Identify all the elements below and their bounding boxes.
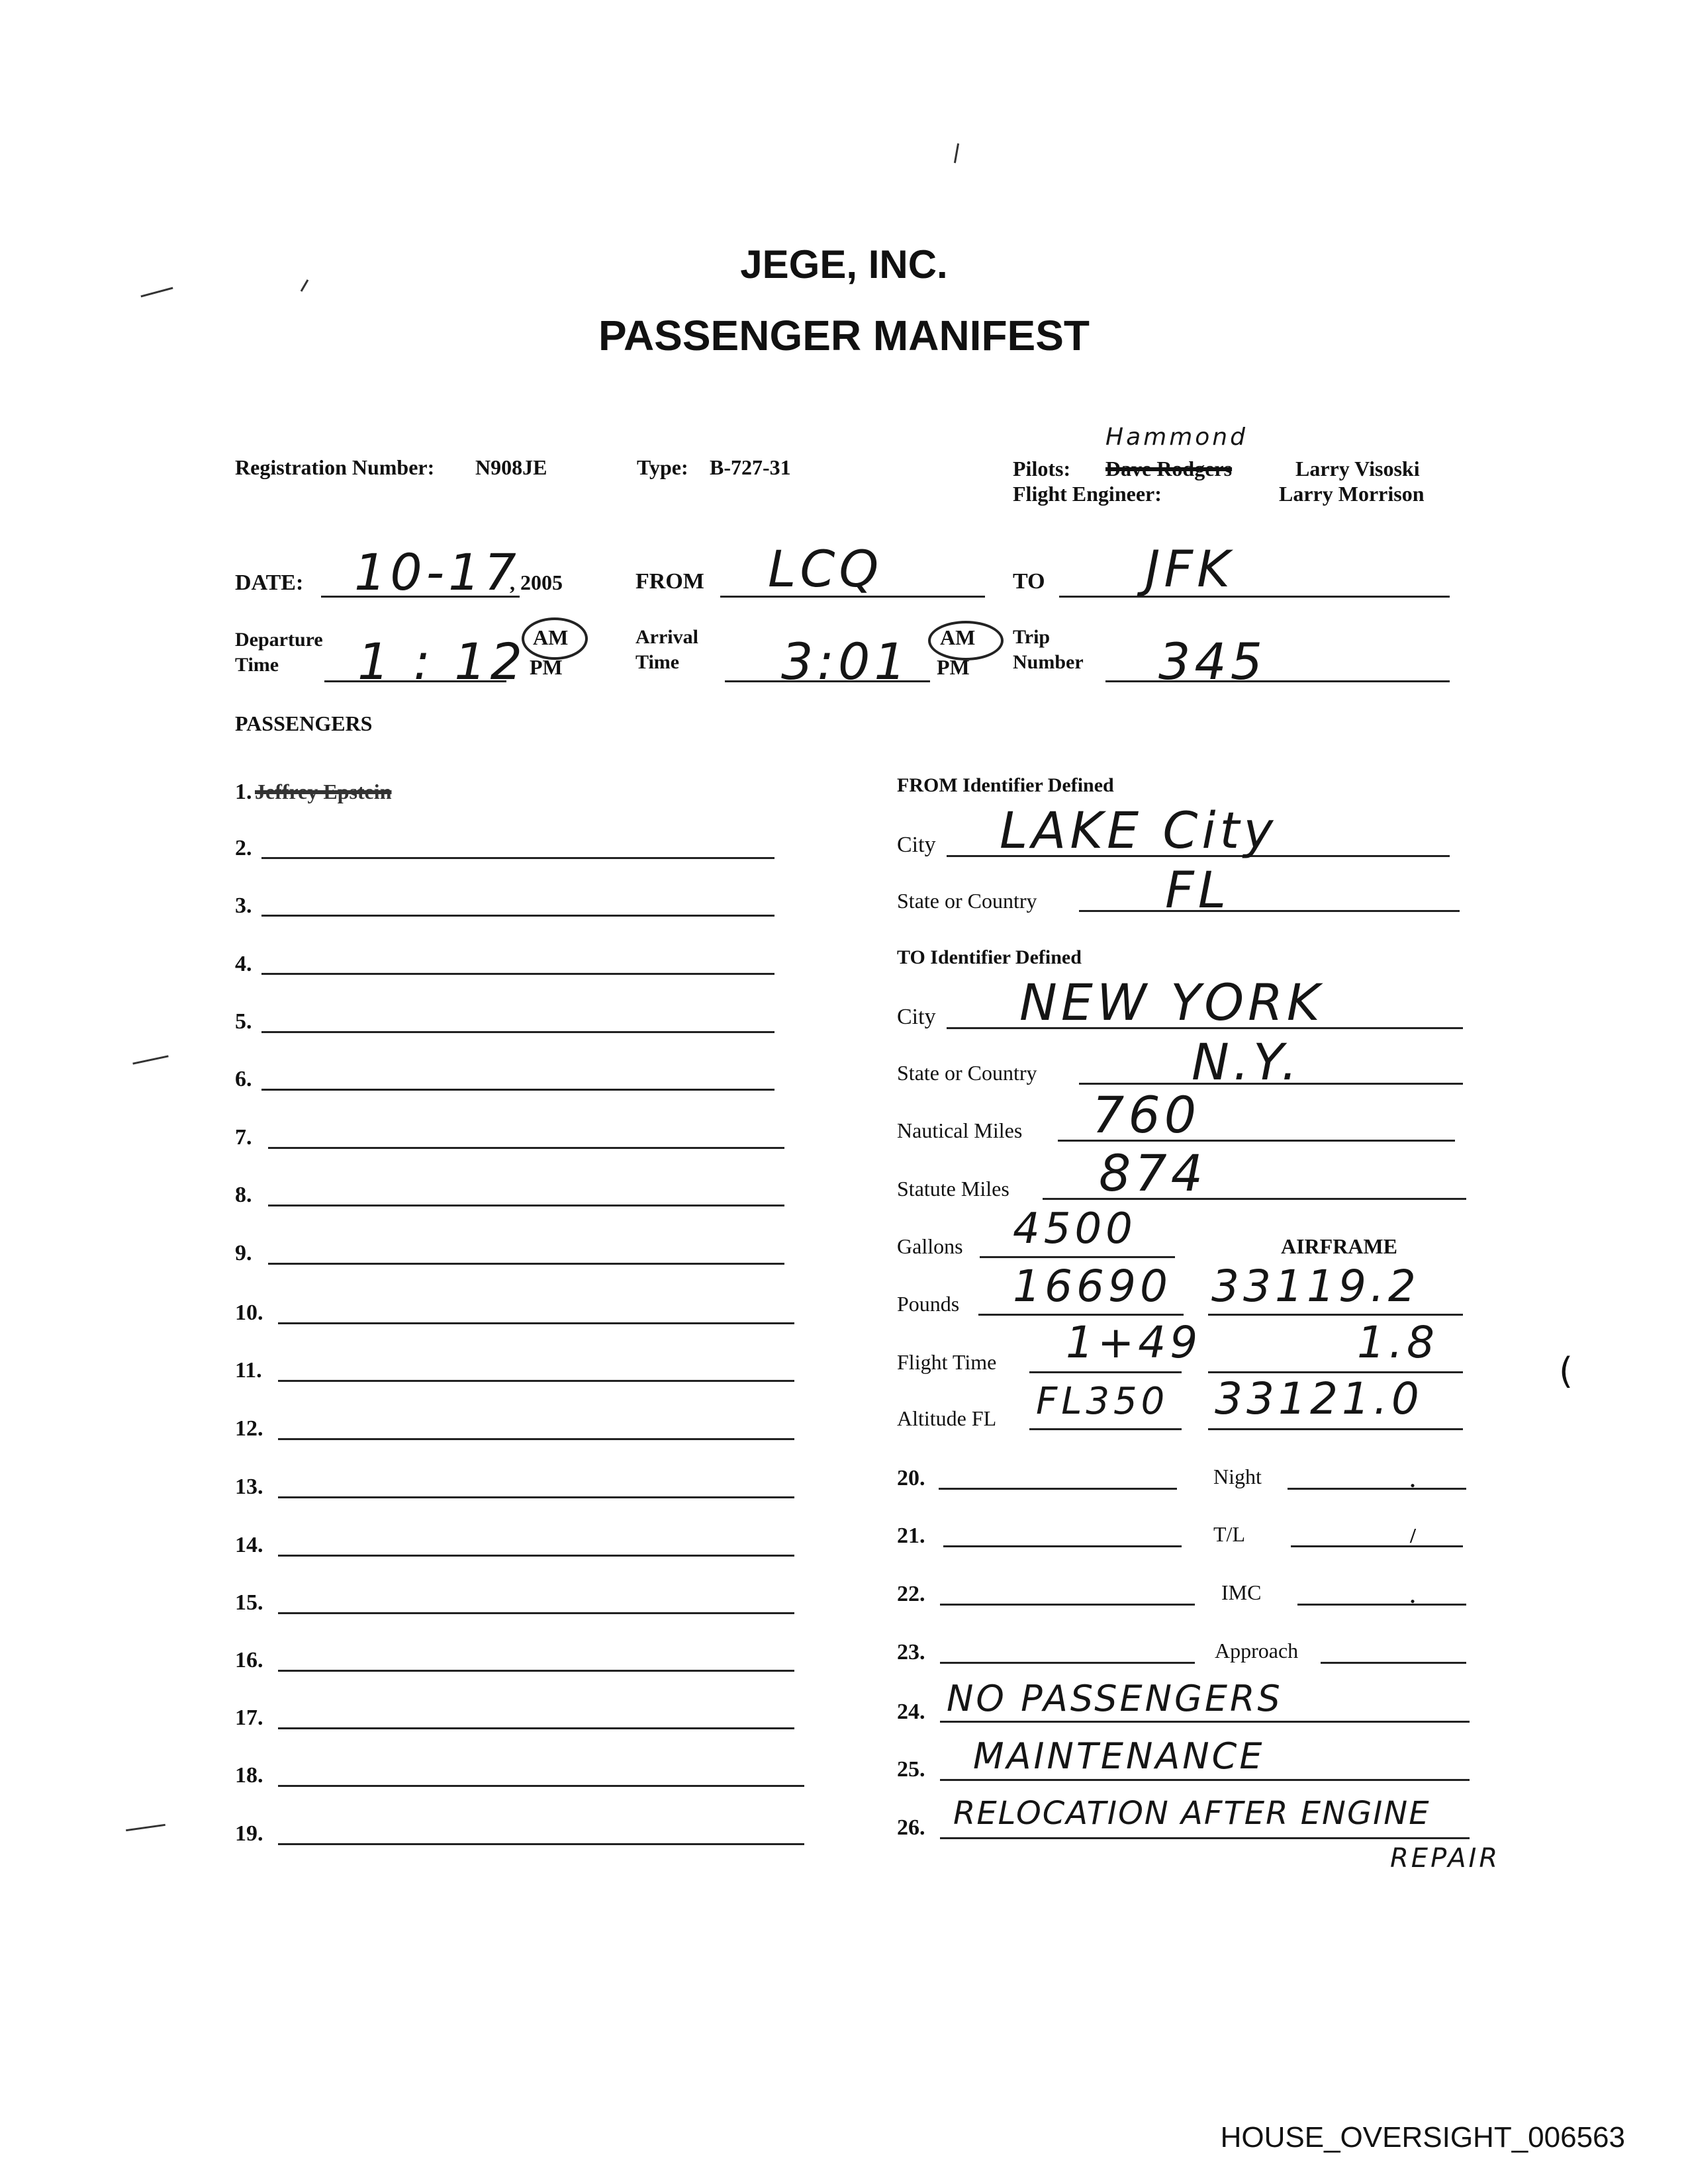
airframe-heading: AIRFRAME (1281, 1234, 1397, 1258)
from-value: LCQ (768, 539, 883, 598)
passenger-line (278, 1727, 794, 1729)
airframe-value-3: 33121.0 (1215, 1373, 1423, 1424)
nautical-miles-label: Nautical Miles (897, 1118, 1023, 1142)
company-name: JEGE, INC. (740, 242, 948, 287)
passenger-line (278, 1843, 804, 1845)
passenger-line (278, 1438, 794, 1440)
flight-engineer-value: Larry Morrison (1279, 482, 1425, 506)
arrival-pm: PM (937, 655, 970, 679)
to-value: JFK (1145, 539, 1234, 598)
line-number-24: 24. (897, 1700, 925, 1724)
tl-separator: / (1410, 1524, 1416, 1547)
date-value: 10-17 (354, 543, 520, 602)
from-label: FROM (635, 569, 704, 594)
line-number-26: 26. (897, 1815, 925, 1840)
passenger-line (278, 1380, 794, 1382)
passenger-line (261, 915, 774, 917)
date-label: DATE: (235, 570, 304, 595)
passenger-line (261, 1031, 774, 1033)
passenger-number: 13. (235, 1475, 263, 1499)
passenger-line (261, 857, 774, 859)
pilot-handwritten-correction: Hammond (1105, 424, 1248, 451)
passenger-line (261, 973, 774, 975)
note-26: RELOCATION AFTER ENGINE (953, 1795, 1430, 1832)
passenger-number: 5. (235, 1009, 252, 1034)
passenger-line (278, 1785, 804, 1787)
passenger-number: 17. (235, 1706, 263, 1730)
to-identifier-heading: TO Identifier Defined (897, 946, 1082, 968)
passenger-line (268, 1263, 784, 1265)
passenger-number: 11. (235, 1358, 262, 1383)
passenger-number: 16. (235, 1648, 263, 1672)
pilot-struck-name: Dave Rodgers (1105, 457, 1233, 480)
line-number-21: 21. (897, 1524, 925, 1548)
from-identifier-heading: FROM Identifier Defined (897, 774, 1114, 796)
trip-number-label: Trip Number (1013, 626, 1084, 673)
passenger-number: 3. (235, 893, 252, 918)
gallons-value: 4500 (1013, 1205, 1137, 1253)
airframe-value-1: 33119.2 (1211, 1261, 1420, 1312)
night-separator: . (1410, 1468, 1415, 1492)
passenger-line (278, 1670, 794, 1672)
date-year: , 2005 (510, 570, 563, 594)
arrival-label: Arrival Time (635, 626, 698, 673)
note-24: NO PASSENGERS (947, 1678, 1283, 1719)
from-city-value: LAKE City (1000, 801, 1278, 860)
passenger-number: 4. (235, 952, 252, 976)
scan-mark (954, 143, 959, 163)
passengers-heading: PASSENGERS (235, 711, 373, 735)
statute-miles-label: Statute Miles (897, 1177, 1009, 1201)
passenger-line (278, 1322, 794, 1324)
passenger-number: 19. (235, 1821, 263, 1846)
altitude-label: Altitude FL (897, 1406, 997, 1430)
tl-label: T/L (1213, 1522, 1245, 1546)
arrival-am: AM (940, 625, 976, 649)
line-number-20: 20. (897, 1466, 925, 1490)
pilot-2: Larry Visoski (1295, 457, 1420, 480)
arrival-time-value: 3:01 (781, 632, 910, 691)
scan-mark: ( (1559, 1350, 1573, 1392)
scan-mark (140, 287, 173, 298)
passenger-number: 7. (235, 1125, 252, 1150)
type-label: Type: (637, 455, 688, 479)
to-city-label: City (897, 1005, 936, 1029)
night-label: Night (1213, 1465, 1262, 1488)
bates-number: HOUSE_OVERSIGHT_006563 (1220, 2121, 1625, 2154)
to-label: TO (1013, 569, 1045, 594)
departure-label: Departure Time (235, 629, 323, 676)
imc-label: IMC (1221, 1580, 1262, 1604)
departure-time-value: 1 : 12 (357, 632, 526, 691)
line-number-23: 23. (897, 1640, 925, 1664)
passenger-line (278, 1555, 794, 1557)
airframe-value-2: 1.8 (1357, 1317, 1438, 1368)
from-city-label: City (897, 833, 936, 857)
from-state-value: FL (1165, 860, 1231, 919)
passenger-number: 1. (235, 780, 252, 804)
line-number-25: 25. (897, 1757, 925, 1782)
statute-miles-value: 874 (1099, 1144, 1207, 1203)
registration-value: N908JE (475, 455, 547, 479)
passenger-number: 14. (235, 1533, 263, 1557)
to-state-label: State or Country (897, 1061, 1037, 1085)
passenger-number: 15. (235, 1590, 263, 1615)
to-city-value: NEW YORK (1019, 973, 1324, 1032)
passenger-number: 10. (235, 1300, 263, 1325)
flight-time-label: Flight Time (897, 1350, 997, 1374)
passenger-line (278, 1612, 794, 1614)
note-25: MAINTENANCE (973, 1735, 1265, 1777)
passenger-number: 12. (235, 1416, 263, 1441)
passenger-number: 9. (235, 1241, 252, 1265)
from-state-label: State or Country (897, 889, 1037, 913)
passenger-line (268, 1205, 784, 1206)
scan-mark (132, 1055, 168, 1064)
passenger-number: 18. (235, 1763, 263, 1788)
passenger-line (268, 1147, 784, 1149)
gallons-label: Gallons (897, 1234, 963, 1258)
trip-number-value: 345 (1158, 632, 1267, 691)
passenger-line (278, 1496, 794, 1498)
nautical-miles-value: 760 (1092, 1085, 1201, 1144)
document-title: PASSENGER MANIFEST (598, 312, 1090, 359)
departure-am: AM (533, 625, 569, 649)
passenger-number: 2. (235, 836, 252, 860)
altitude-value: FL350 (1036, 1380, 1169, 1423)
flight-engineer-label: Flight Engineer: (1013, 482, 1162, 506)
pilots-label: Pilots: (1013, 457, 1071, 480)
registration-label: Registration Number: (235, 455, 435, 479)
line-number-22: 22. (897, 1582, 925, 1606)
flight-time-value: 1+49 (1066, 1317, 1202, 1368)
scan-mark (126, 1824, 165, 1831)
passenger-number: 6. (235, 1067, 252, 1091)
passenger-line (261, 1089, 774, 1091)
approach-label: Approach (1215, 1639, 1299, 1662)
imc-separator: . (1410, 1584, 1415, 1608)
note-26-continued: REPAIR (1390, 1843, 1501, 1874)
to-state-value: N.Y. (1192, 1032, 1301, 1091)
pounds-label: Pounds (897, 1292, 960, 1316)
departure-pm: PM (530, 655, 563, 679)
type-value: B-727-31 (710, 455, 791, 479)
passenger-number: 8. (235, 1183, 252, 1207)
pounds-value: 16690 (1013, 1261, 1172, 1312)
passenger-1-struck: Jeffrey Epstein (255, 780, 392, 803)
